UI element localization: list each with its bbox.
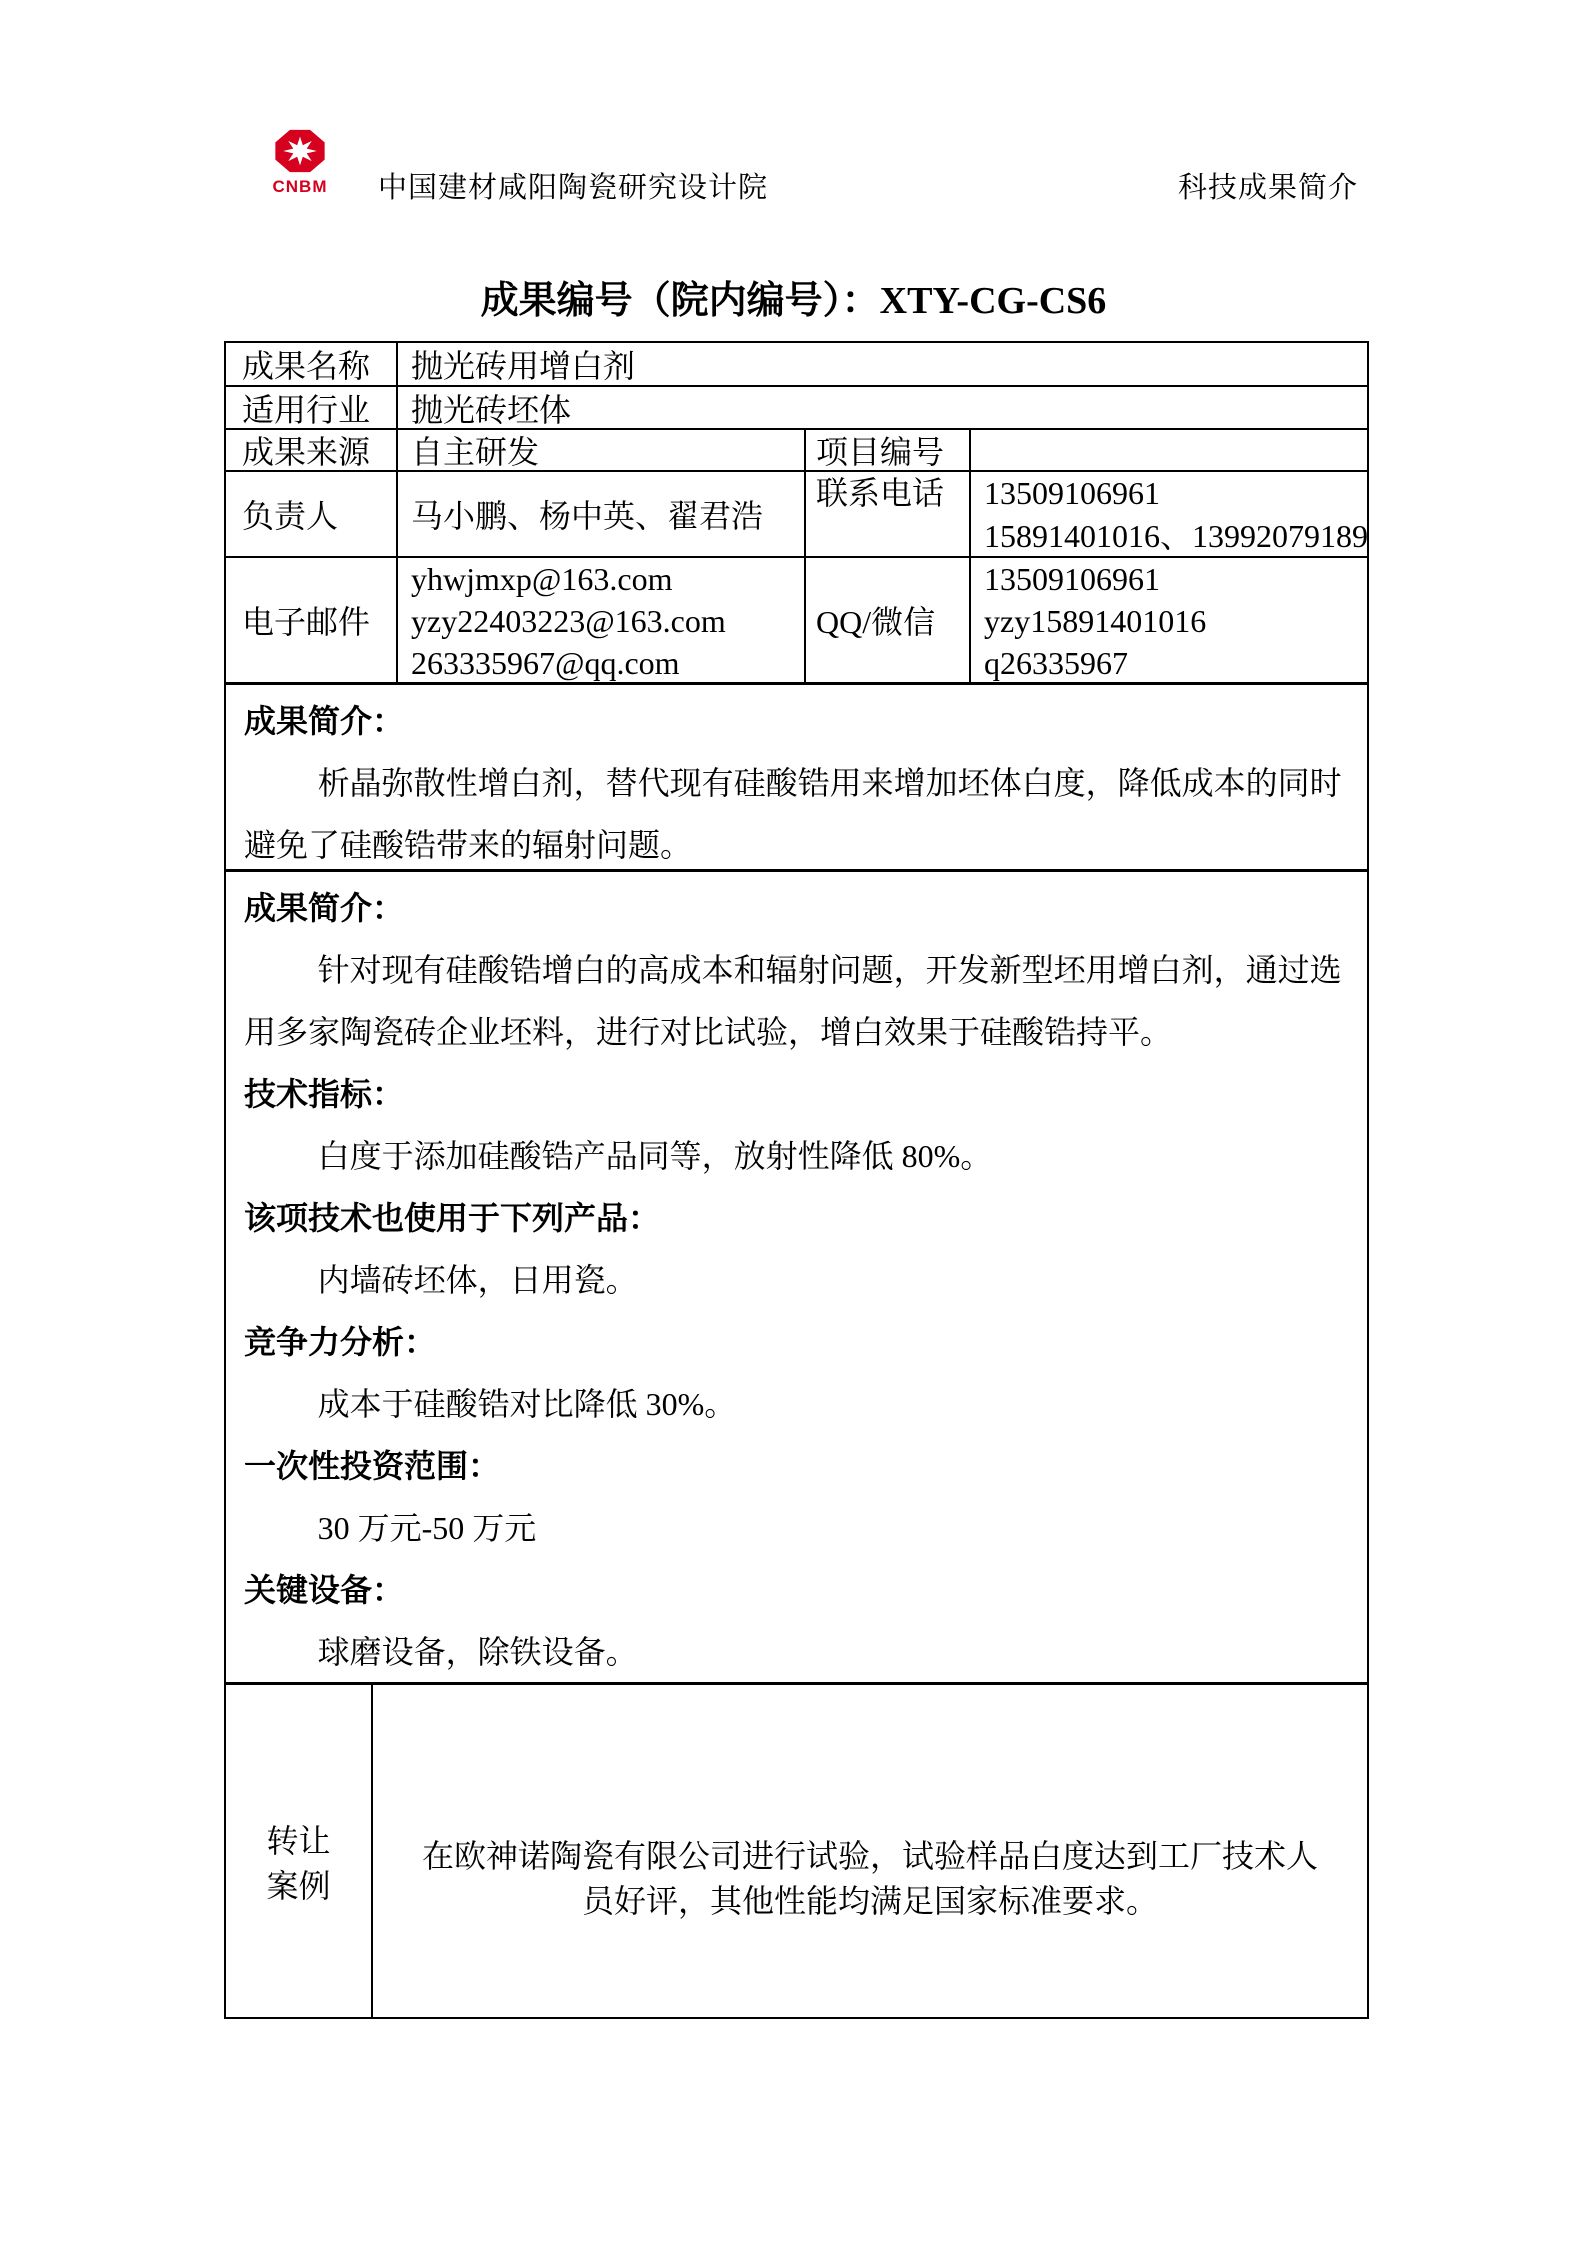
table-row-email bbox=[226, 556, 1367, 682]
industry-label: 适用行业 bbox=[242, 391, 371, 428]
phone-values bbox=[969, 472, 1367, 556]
project-no-value bbox=[969, 430, 1367, 470]
phone-label: 联系电话 bbox=[804, 472, 969, 556]
cnbm-logo bbox=[264, 127, 336, 197]
section-heading-investment: 一次性投资范围： bbox=[244, 1448, 501, 1484]
intro-cell bbox=[226, 685, 1367, 869]
email-line: yhwjmxp@163.com bbox=[411, 561, 673, 597]
section-heading-tech-specs: 技术指标： bbox=[244, 1076, 405, 1112]
section-heading-other-products: 该项技术也使用于下列产品： bbox=[244, 1200, 661, 1236]
source-label: 成果来源 bbox=[242, 434, 371, 470]
email-values bbox=[396, 558, 804, 682]
project-no-label: 项目编号 bbox=[804, 430, 969, 470]
qq-line: 13509106961 bbox=[984, 561, 1160, 597]
name-label: 成果名称 bbox=[242, 348, 371, 384]
cnbm-wordmark: CNBM bbox=[272, 177, 328, 196]
section-text-intro2: 针对现有硅酸锆增白的高成本和辐射问题，开发新型坯用增白剂，通过选用多家陶瓷砖企业坯料，进行对比试验，增白效果于硅酸锆持平。 bbox=[244, 952, 1342, 1050]
section-text-tech-specs: 白度于添加硅酸锆产品同等，放射性降低 80%。 bbox=[317, 1138, 993, 1174]
email-label: 电子邮件 bbox=[242, 604, 371, 640]
section-text-other-products: 内墙砖坯体，日用瓷。 bbox=[317, 1262, 638, 1298]
intro-heading: 成果简介： bbox=[244, 703, 405, 739]
email-line: 263335967@qq.com bbox=[411, 645, 680, 681]
table-row-details bbox=[226, 869, 1367, 1682]
section-text-key-equipment: 球磨设备，除铁设备。 bbox=[317, 1634, 638, 1670]
organization-name: 中国建材咸阳陶瓷研究设计院 bbox=[378, 172, 769, 204]
industry-value: 抛光砖坯体 bbox=[396, 387, 1367, 428]
section-text-investment: 30 万元-50 万元 bbox=[317, 1510, 537, 1546]
qq-wechat-values bbox=[969, 558, 1367, 682]
qq-line: yzy15891401016 bbox=[984, 603, 1207, 639]
qq-wechat-label: QQ/微信 bbox=[804, 558, 969, 682]
table-row-source bbox=[226, 428, 1367, 470]
section-heading-competitiveness: 竞争力分析： bbox=[244, 1324, 437, 1360]
transfer-case-text: 在欧神诺陶瓷有限公司进行试验，试验样品白度达到工厂技术人员好评，其他性能均满足国家标准要求。 bbox=[421, 1838, 1318, 1919]
leader-label: 负责人 bbox=[242, 498, 339, 534]
section-heading-intro2: 成果简介： bbox=[244, 890, 405, 926]
table-row-transfer bbox=[226, 1682, 1367, 2017]
achievement-table bbox=[224, 341, 1369, 2019]
intro-paragraph: 析晶弥散性增白剂，替代现有硅酸锆用来增加坯体白度，降低成本的同时避免了硅酸锆带来的辐射问题。 bbox=[244, 765, 1342, 863]
qq-line: q26335967 bbox=[984, 645, 1128, 681]
email-line: yzy22403223@163.com bbox=[411, 603, 726, 639]
section-heading-key-equipment: 关键设备： bbox=[244, 1572, 405, 1608]
transfer-case-cell bbox=[371, 1685, 1367, 2017]
section-text-competitiveness: 成本于硅酸锆对比降低 30%。 bbox=[317, 1386, 737, 1422]
source-value: 自主研发 bbox=[396, 430, 804, 470]
table-row-intro bbox=[226, 682, 1367, 869]
cnbm-octagon-star-icon bbox=[272, 127, 328, 175]
phone-line: 13509106961 bbox=[984, 475, 1160, 511]
page-title: 成果编号（院内编号）：XTY-CG-CS6 bbox=[480, 280, 1107, 322]
leader-value: 马小鹏、杨中英、翟君浩 bbox=[396, 472, 804, 556]
phone-line: 15891401016、13992079189 bbox=[984, 518, 1369, 554]
table-row-name bbox=[226, 343, 1367, 385]
table-row-industry bbox=[226, 385, 1367, 428]
details-cell bbox=[226, 872, 1367, 1682]
name-value: 抛光砖用增白剂 bbox=[396, 343, 1367, 385]
document-type-label: 科技成果简介 bbox=[1178, 172, 1359, 204]
table-row-leader bbox=[226, 470, 1367, 556]
transfer-case-label: 转让 案例 bbox=[266, 1823, 331, 1904]
